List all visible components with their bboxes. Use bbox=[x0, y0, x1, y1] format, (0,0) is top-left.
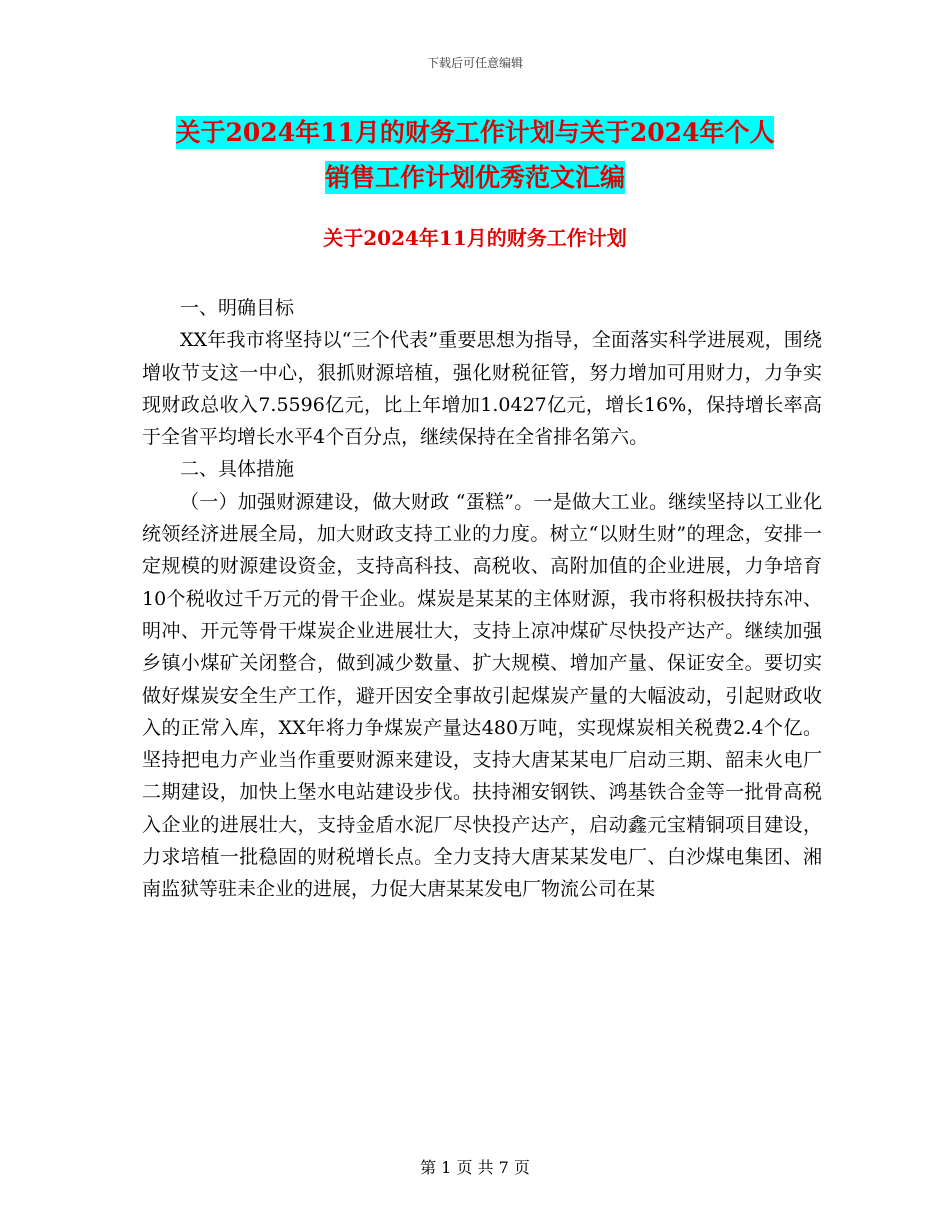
body-text bbox=[142, 292, 822, 906]
heading-measures: 二、具体措施 bbox=[180, 458, 295, 481]
section-title: 关于2024年11月的财务工作计划 bbox=[323, 226, 627, 250]
heading-objectives: 一、明确目标 bbox=[180, 297, 295, 319]
document-title bbox=[0, 110, 950, 200]
paragraph-objectives: XX年我市将坚持以“三个代表”重要思想为指导，全面落实科学进展观，围绕增收节支这一中心，狠抓财源培植，强化财税征管，努力增加可用财力，力争实现财政总收入7.5596亿元，比上年增加1.0427亿元，增长16%，保持增长率高于全省平均增长水平4个百分点，继续保持在全省排名第六。 bbox=[142, 329, 822, 449]
title-line-1: 关于2024年11月的财务工作计划与关于2024年个人 bbox=[175, 118, 775, 147]
page-header-note: 下载后可任意编辑 bbox=[426, 56, 523, 70]
paragraph-measures: （一）加强财源建设，做大财政 “蛋糕”。一是做大工业。继续坚持以工业化统领经济进展全局，加大财政支持工业的力度。树立“以财生财”的理念，安排一定规模的财源建设资金，支持高科技、高税收、高附加值的企业进展，力争培育10个税收过千万元的骨干企业。煤炭是某某的主体财源，我市将积极扶持东冲、明冲、开元等骨干煤炭企业进展壮大，支持上凉冲煤矿尽快投产达产。继续加强乡镇小煤矿关闭整合，做到减少数量、扩大规模、增加产量、保证安全。要切实做好煤炭安全生产工作，避开因安全事故引起煤炭产量的大幅波动，引起财政收入的正常入库，XX年将力争煤炭产量达480万吨，实现煤炭相关税费2.4个亿。坚持把电力产业当作重要财源来建设，支持大唐某某电厂启动三期、韶耒火电厂二期建设，加快上堡水电站建设步伐。扶持湘安钢铁、鸿基铁合金等一批骨高税入企业的进展壮大，支持金盾水泥厂尽快投产达产，启动鑫元宝精铜项目建设，力求培植一批稳固的财税增长点。全力支持大唐某某发电厂、白沙煤电集团、湘南监狱等驻耒企业的进展，力促大唐某某发电厂物流公司在某 bbox=[142, 490, 822, 901]
title-line-2: 销售工作计划优秀范文汇编 bbox=[324, 163, 625, 192]
page-footer: 第 1 页 共 7 页 bbox=[420, 1158, 530, 1177]
